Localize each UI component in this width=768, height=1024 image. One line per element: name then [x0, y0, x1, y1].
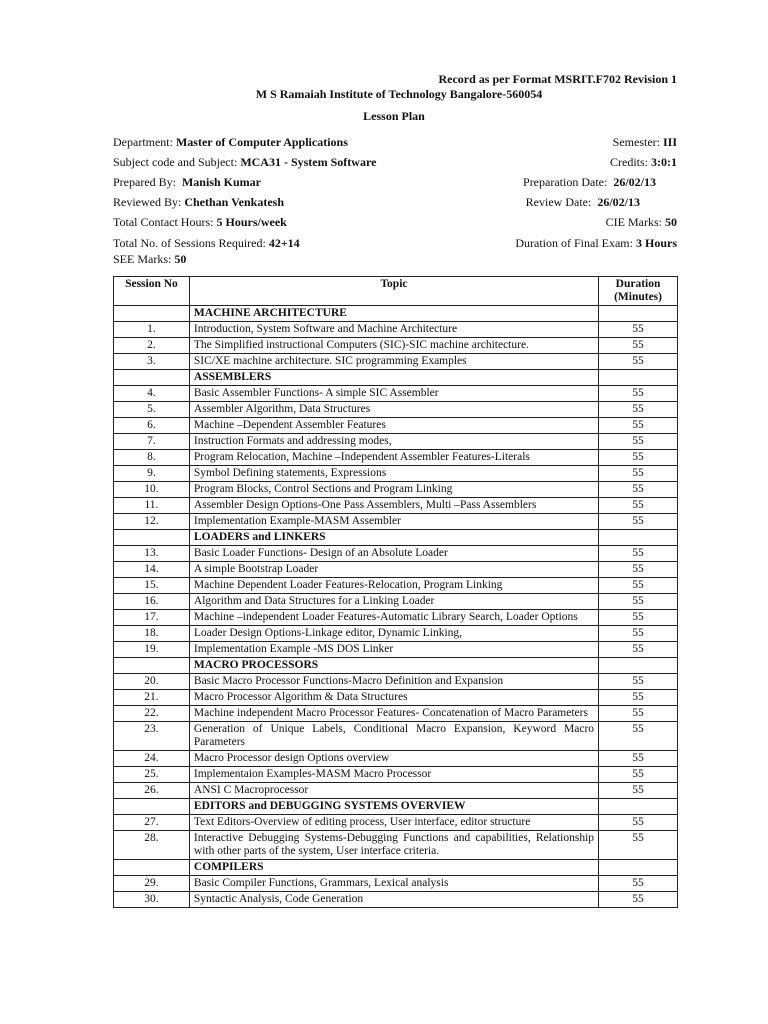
section-row [114, 530, 678, 546]
session-no-cell: 27. [114, 815, 190, 831]
topic-cell: Introduction, System Software and Machine Architecture [189, 322, 598, 338]
session-no-cell: 8. [114, 450, 190, 466]
section-session-cell [114, 370, 190, 386]
session-no-cell: 15. [114, 578, 190, 594]
duration-cell: 55 [599, 482, 678, 498]
table-row [114, 562, 678, 578]
record-format: Record as per Format MSRIT.F702 Revision 1 [438, 72, 677, 86]
table-row [114, 642, 678, 658]
reviewed-value: Chethan Venkatesh [184, 195, 285, 209]
table-row [114, 322, 678, 338]
table-row [114, 578, 678, 594]
cie-value: 50 [665, 215, 677, 229]
duration-cell: 55 [599, 831, 678, 860]
table-row [114, 876, 678, 892]
table-row [114, 722, 678, 751]
session-no-cell: 4. [114, 386, 190, 402]
lesson-plan-table [113, 276, 678, 908]
department-value: Master of Computer Applications [175, 135, 348, 149]
duration-cell: 55 [599, 546, 678, 562]
topic-cell: Basic Macro Processor Functions-Macro Definition and Expansion [189, 674, 598, 690]
topic-cell: Machine –Dependent Assembler Features [189, 418, 598, 434]
see-value: 50 [174, 252, 187, 266]
section-duration-cell [599, 658, 678, 674]
topic-cell: A simple Bootstrap Loader [189, 562, 598, 578]
credits-value: 3:0:1 [651, 155, 677, 169]
subject-value: MCA31 - System Software [240, 155, 377, 169]
table-row [114, 482, 678, 498]
table-row [114, 498, 678, 514]
credits-label: Credits: [610, 155, 648, 169]
table-row [114, 514, 678, 530]
table-row [114, 418, 678, 434]
duration-cell: 55 [599, 498, 678, 514]
table-row [114, 783, 678, 799]
duration-cell: 55 [599, 610, 678, 626]
section-session-cell [114, 306, 190, 322]
duration-cell: 55 [599, 751, 678, 767]
see-label: SEE Marks: [113, 252, 172, 266]
subject-label: Subject code and Subject: [113, 155, 238, 169]
table-row [114, 434, 678, 450]
duration-cell: 55 [599, 450, 678, 466]
session-no-cell: 26. [114, 783, 190, 799]
session-no-cell: 9. [114, 466, 190, 482]
header-duration: Duration (Minutes) [599, 277, 678, 306]
topic-cell: Assembler Design Options-One Pass Assemblers, Multi –Pass Assemblers [189, 498, 598, 514]
table-row [114, 450, 678, 466]
session-no-cell: 12. [114, 514, 190, 530]
duration-cell: 55 [599, 767, 678, 783]
table-row [114, 594, 678, 610]
section-row [114, 306, 678, 322]
duration-cell: 55 [599, 386, 678, 402]
topic-cell: Interactive Debugging Systems-Debugging Functions and capabilities, Relationship with other parts of the system, User interface criteria. [189, 831, 598, 860]
session-no-cell: 23. [114, 722, 190, 751]
session-no-cell: 20. [114, 674, 190, 690]
contact-label: Total Contact Hours: [113, 215, 214, 229]
duration-cell: 55 [599, 706, 678, 722]
duration-cell: 55 [599, 642, 678, 658]
semester-value: III [662, 135, 677, 149]
table-row [114, 354, 678, 370]
session-no-cell: 5. [114, 402, 190, 418]
sessions-label: Total No. of Sessions Required: [113, 236, 266, 250]
session-no-cell: 1. [114, 322, 190, 338]
header-topic: Topic [189, 277, 598, 306]
topic-cell: Machine independent Macro Processor Features- Concatenation of Macro Parameters [189, 706, 598, 722]
session-no-cell: 10. [114, 482, 190, 498]
section-title: EDITORS and DEBUGGING SYSTEMS OVERVIEW [189, 799, 598, 815]
session-no-cell: 17. [114, 610, 190, 626]
contact-value: 5 Hours/week [216, 215, 287, 229]
table-header-row [114, 277, 678, 306]
duration-cell: 55 [599, 783, 678, 799]
topic-cell: SIC/XE machine architecture. SIC programming Examples [189, 354, 598, 370]
institute-name: M S Ramaiah Institute of Technology Bangalore-560054 [255, 87, 543, 101]
session-no-cell: 18. [114, 626, 190, 642]
semester-label: Semester: [612, 135, 660, 149]
topic-cell: Syntactic Analysis, Code Generation [189, 892, 598, 908]
section-title: MACRO PROCESSORS [189, 658, 598, 674]
session-no-cell: 7. [114, 434, 190, 450]
duration-cell: 55 [599, 722, 678, 751]
table-row [114, 706, 678, 722]
session-no-cell: 22. [114, 706, 190, 722]
topic-cell: Implementaion Examples-MASM Macro Processor [189, 767, 598, 783]
section-title: COMPILERS [189, 860, 598, 876]
session-no-cell: 6. [114, 418, 190, 434]
section-row [114, 658, 678, 674]
topic-cell: Implementation Example -MS DOS Linker [189, 642, 598, 658]
table-row [114, 892, 678, 908]
table-row [114, 831, 678, 860]
section-duration-cell [599, 530, 678, 546]
duration-cell: 55 [599, 892, 678, 908]
duration-cell: 55 [599, 434, 678, 450]
duration-cell: 55 [599, 578, 678, 594]
duration-value: 3 Hours [635, 236, 677, 250]
session-no-cell: 11. [114, 498, 190, 514]
topic-cell: Loader Design Options-Linkage editor, Dynamic Linking, [189, 626, 598, 642]
session-no-cell: 25. [114, 767, 190, 783]
section-duration-cell [599, 799, 678, 815]
table-row [114, 386, 678, 402]
session-no-cell: 19. [114, 642, 190, 658]
duration-cell: 55 [599, 466, 678, 482]
topic-cell: Symbol Defining statements, Expressions [189, 466, 598, 482]
table-row [114, 815, 678, 831]
section-title: LOADERS and LINKERS [189, 530, 598, 546]
section-session-cell [114, 658, 190, 674]
prep-date-value: 26/02/13 [613, 175, 656, 189]
topic-cell: The Simplified instructional Computers (SIC)-SIC machine architecture. [189, 338, 598, 354]
topic-cell: ANSI C Macroprocessor [189, 783, 598, 799]
session-no-cell: 13. [114, 546, 190, 562]
topic-cell: Machine –independent Loader Features-Automatic Library Search, Loader Options [189, 610, 598, 626]
topic-cell: Text Editors-Overview of editing process, User interface, editor structure [189, 815, 598, 831]
session-no-cell: 21. [114, 690, 190, 706]
duration-cell: 55 [599, 876, 678, 892]
duration-cell: 55 [599, 322, 678, 338]
session-no-cell: 28. [114, 831, 190, 860]
topic-cell: Machine Dependent Loader Features-Relocation, Program Linking [189, 578, 598, 594]
duration-cell: 55 [599, 514, 678, 530]
section-session-cell [114, 860, 190, 876]
duration-cell: 55 [599, 338, 678, 354]
section-row [114, 370, 678, 386]
table-body [114, 306, 678, 908]
table-row [114, 546, 678, 562]
review-date-label: Review Date: [525, 195, 592, 209]
duration-cell: 55 [599, 815, 678, 831]
topic-cell: Basic Loader Functions- Design of an Absolute Loader [189, 546, 598, 562]
review-date-value: 26/02/13 [597, 195, 640, 209]
section-session-cell [114, 799, 190, 815]
topic-cell: Program Relocation, Machine –Independent Assembler Features-Literals [189, 450, 598, 466]
prepared-label: Prepared By: [113, 175, 176, 189]
section-duration-cell [599, 370, 678, 386]
session-no-cell: 16. [114, 594, 190, 610]
doc-title: Lesson Plan [363, 109, 425, 123]
section-session-cell [114, 530, 190, 546]
duration-label: Duration of Final Exam: [515, 236, 633, 250]
duration-cell: 55 [599, 674, 678, 690]
section-row [114, 799, 678, 815]
session-no-cell: 30. [114, 892, 190, 908]
session-no-cell: 14. [114, 562, 190, 578]
session-no-cell: 29. [114, 876, 190, 892]
topic-cell: Basic Compiler Functions, Grammars, Lexical analysis [189, 876, 598, 892]
topic-cell: Macro Processor Algorithm & Data Structures [189, 690, 598, 706]
table-row [114, 466, 678, 482]
topic-cell: Generation of Unique Labels, Conditional Macro Expansion, Keyword Macro Parameters [189, 722, 598, 751]
topic-cell: Assembler Algorithm, Data Structures [189, 402, 598, 418]
sessions-value: 42+14 [268, 236, 300, 250]
prepared-value: Manish Kumar [181, 175, 261, 189]
topic-cell: Algorithm and Data Structures for a Linking Loader [189, 594, 598, 610]
table-row [114, 690, 678, 706]
session-no-cell: 2. [114, 338, 190, 354]
section-row [114, 860, 678, 876]
department-label: Department: [113, 135, 173, 149]
section-title: MACHINE ARCHITECTURE [189, 306, 598, 322]
topic-cell: Instruction Formats and addressing modes, [189, 434, 598, 450]
table-row [114, 338, 678, 354]
topic-cell: Implementation Example-MASM Assembler [189, 514, 598, 530]
duration-cell: 55 [599, 418, 678, 434]
section-duration-cell [599, 860, 678, 876]
table-row [114, 626, 678, 642]
session-no-cell: 3. [114, 354, 190, 370]
reviewed-label: Reviewed By: [113, 195, 182, 209]
table-row [114, 402, 678, 418]
duration-cell: 55 [599, 594, 678, 610]
table-row [114, 674, 678, 690]
cie-label: CIE Marks: [605, 215, 662, 229]
table-row [114, 610, 678, 626]
duration-cell: 55 [599, 354, 678, 370]
section-title: ASSEMBLERS [189, 370, 598, 386]
duration-cell: 55 [599, 626, 678, 642]
session-no-cell: 24. [114, 751, 190, 767]
duration-cell: 55 [599, 402, 678, 418]
prep-date-label: Preparation Date: [523, 175, 608, 189]
duration-cell: 55 [599, 562, 678, 578]
topic-cell: Basic Assembler Functions- A simple SIC Assembler [189, 386, 598, 402]
duration-cell: 55 [599, 690, 678, 706]
table-row [114, 767, 678, 783]
section-duration-cell [599, 306, 678, 322]
table-row [114, 751, 678, 767]
header-session-no: Session No [114, 277, 190, 306]
topic-cell: Program Blocks, Control Sections and Program Linking [189, 482, 598, 498]
topic-cell: Macro Processor design Options overview [189, 751, 598, 767]
